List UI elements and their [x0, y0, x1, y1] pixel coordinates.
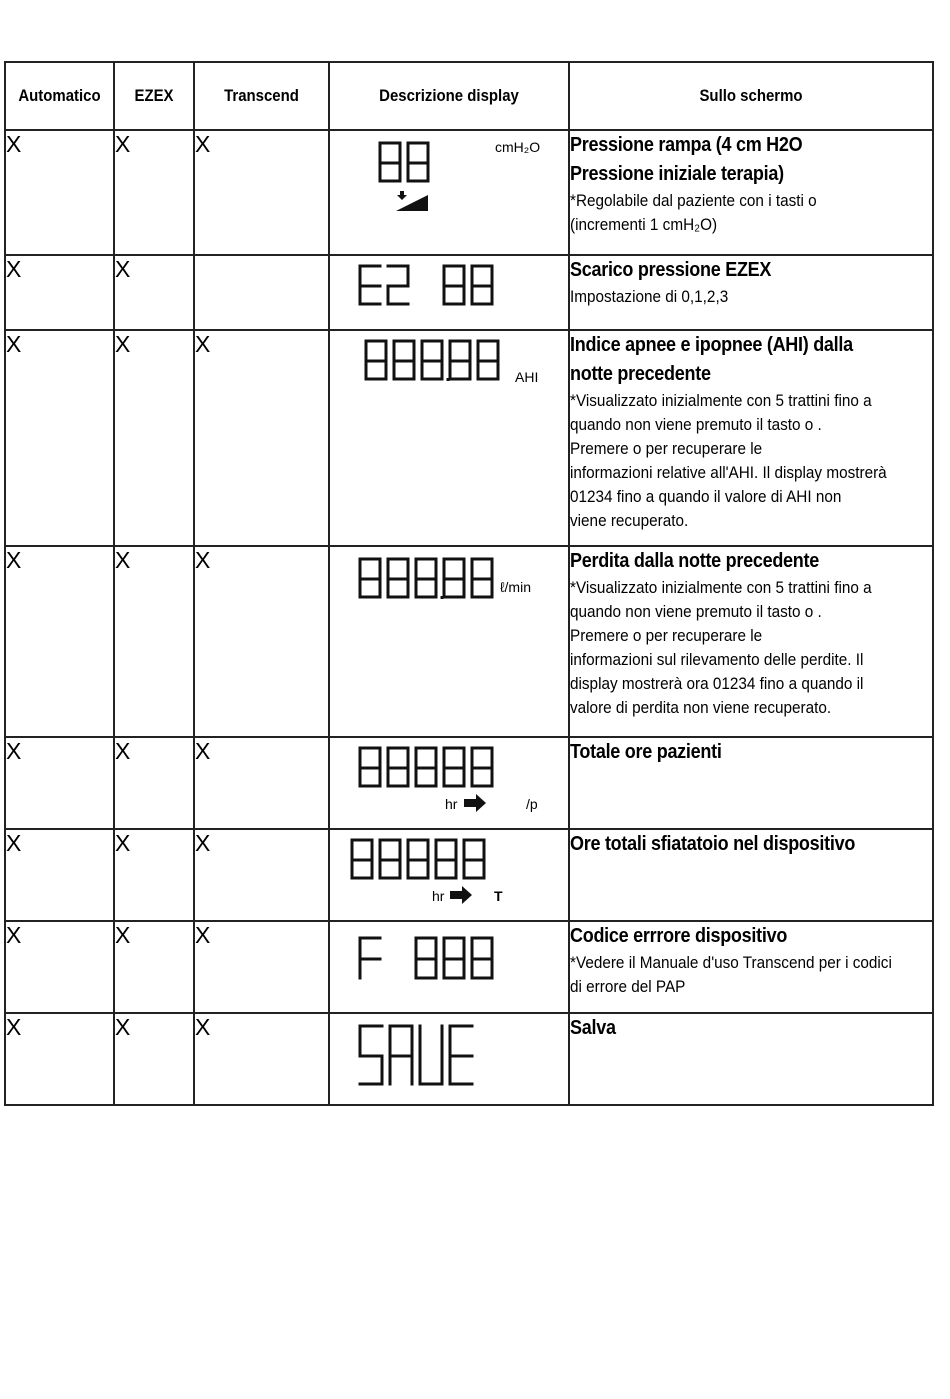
row-text: valore di perdita non viene recuperato.: [570, 698, 832, 717]
row-title: Scarico pressione EZEX: [570, 259, 772, 281]
table-row: [5, 546, 933, 737]
mark-automatico: X: [5, 255, 114, 330]
description-cell: [569, 737, 933, 829]
row-text: Premere o per recuperare le: [570, 439, 763, 458]
lcd-display-cell: [329, 1013, 569, 1105]
mark-transcend: X: [194, 330, 329, 546]
row-title: Pressione iniziale terapia): [570, 163, 784, 185]
mark-ezex: X: [114, 1013, 194, 1105]
lcd-display-cell: [329, 829, 569, 921]
mark-ezex: X: [114, 130, 194, 255]
description-cell: [569, 1013, 933, 1105]
row-title: notte precedente: [570, 363, 711, 385]
header-row: [5, 62, 933, 130]
row-text: Impostazione di 0,1,2,3: [570, 287, 729, 306]
row-text: 01234 fino a quando il valore di AHI non: [570, 487, 842, 506]
lcd-digits: [358, 557, 508, 603]
ramp-icon: [394, 189, 432, 213]
lcd-display-cell: [329, 921, 569, 1013]
lcd-digits: [358, 746, 508, 790]
description-cell: [569, 921, 933, 1013]
row-text: (incrementi 1 cmH₂O): [570, 215, 718, 234]
arrow-right-icon: [450, 886, 474, 904]
mark-automatico: X: [5, 546, 114, 737]
mark-ezex: X: [114, 330, 194, 546]
header-sullo-schermo: Sullo schermo: [591, 62, 911, 130]
description-cell: [569, 330, 933, 546]
lcd-digits: [364, 339, 514, 385]
unit-label: cmH₂O: [495, 139, 541, 155]
row-title: Codice errrore dispositivo: [570, 925, 788, 947]
mark-ezex: X: [114, 829, 194, 921]
row-title: Pressione rampa (4 cm H2O: [570, 134, 803, 156]
table-row: [5, 829, 933, 921]
mark-automatico: X: [5, 737, 114, 829]
table-row: [5, 921, 933, 1013]
lcd-digits: [358, 936, 508, 984]
display-table: [4, 61, 934, 1106]
row-text: Premere o per recuperare le: [570, 626, 763, 645]
row-title: Perdita dalla notte precedente: [570, 550, 819, 572]
unit-label: AHI: [515, 369, 539, 385]
lcd-digits: [358, 1024, 508, 1088]
mark-transcend: X: [194, 1013, 329, 1105]
row-text: informazioni relative all'AHI. Il display mostrerà: [570, 463, 887, 482]
arrow-right-icon: [464, 794, 488, 812]
row-text: *Regolabile dal paziente con i tasti o: [570, 191, 817, 210]
table-row: [5, 330, 933, 546]
row-text: *Vedere il Manuale d'uso Transcend per i codici: [570, 953, 892, 972]
unit-label: /p: [526, 796, 538, 812]
unit-hr-label: hr: [445, 796, 458, 812]
row-title: Indice apnee e ipopnee (AHI) dalla: [570, 334, 853, 356]
header-ezex: EZEX: [119, 62, 189, 130]
row-text: *Visualizzato inizialmente con 5 trattini fino a: [570, 578, 872, 597]
row-text: di errore del PAP: [570, 977, 686, 996]
row-text: viene recuperato.: [570, 511, 689, 530]
row-text: *Visualizzato inizialmente con 5 trattini fino a: [570, 391, 872, 410]
table-row: [5, 737, 933, 829]
row-title: Salva: [570, 1017, 616, 1039]
lcd-display-cell: [329, 546, 569, 737]
unit-hr-label: hr: [432, 888, 445, 904]
mark-transcend: X: [194, 130, 329, 255]
lcd-digits: [378, 141, 438, 189]
row-text: quando non viene premuto il tasto o .: [570, 602, 822, 621]
mark-ezex: X: [114, 921, 194, 1013]
mark-automatico: X: [5, 1013, 114, 1105]
lcd-digits: [350, 838, 500, 882]
description-cell: [569, 829, 933, 921]
mark-automatico: X: [5, 330, 114, 546]
row-title: Ore totali sfiatatoio nel dispositivo: [570, 833, 856, 855]
row-text: display mostrerà ora 01234 fino a quando il: [570, 674, 864, 693]
mark-automatico: X: [5, 130, 114, 255]
mark-transcend: X: [194, 829, 329, 921]
mark-automatico: X: [5, 829, 114, 921]
lcd-digits: [358, 264, 508, 310]
mark-automatico: X: [5, 921, 114, 1013]
mark-ezex: X: [114, 255, 194, 330]
mark-transcend: X: [194, 921, 329, 1013]
description-cell: [569, 255, 933, 330]
table-row: [5, 1013, 933, 1105]
description-cell: [569, 546, 933, 737]
lcd-display-cell: [329, 130, 569, 255]
lcd-display-cell: [329, 330, 569, 546]
mark-ezex: X: [114, 737, 194, 829]
lcd-display-cell: [329, 737, 569, 829]
table-row: [5, 130, 933, 255]
unit-label: ℓ/min: [500, 579, 531, 595]
header-automatico: Automatico: [12, 62, 108, 130]
mark-transcend: [194, 255, 329, 330]
row-text: informazioni sul rilevamento delle perdite. Il: [570, 650, 864, 669]
mark-transcend: X: [194, 546, 329, 737]
mark-transcend: X: [194, 737, 329, 829]
header-transcend: Transcend: [202, 62, 321, 130]
row-text: quando non viene premuto il tasto o .: [570, 415, 822, 434]
header-descrizione-display: Descrizione display: [343, 62, 554, 130]
lcd-display-cell: [329, 255, 569, 330]
unit-label: T: [494, 888, 503, 904]
mark-ezex: X: [114, 546, 194, 737]
description-cell: [569, 130, 933, 255]
row-title: Totale ore pazienti: [570, 741, 722, 763]
table-row: [5, 255, 933, 330]
